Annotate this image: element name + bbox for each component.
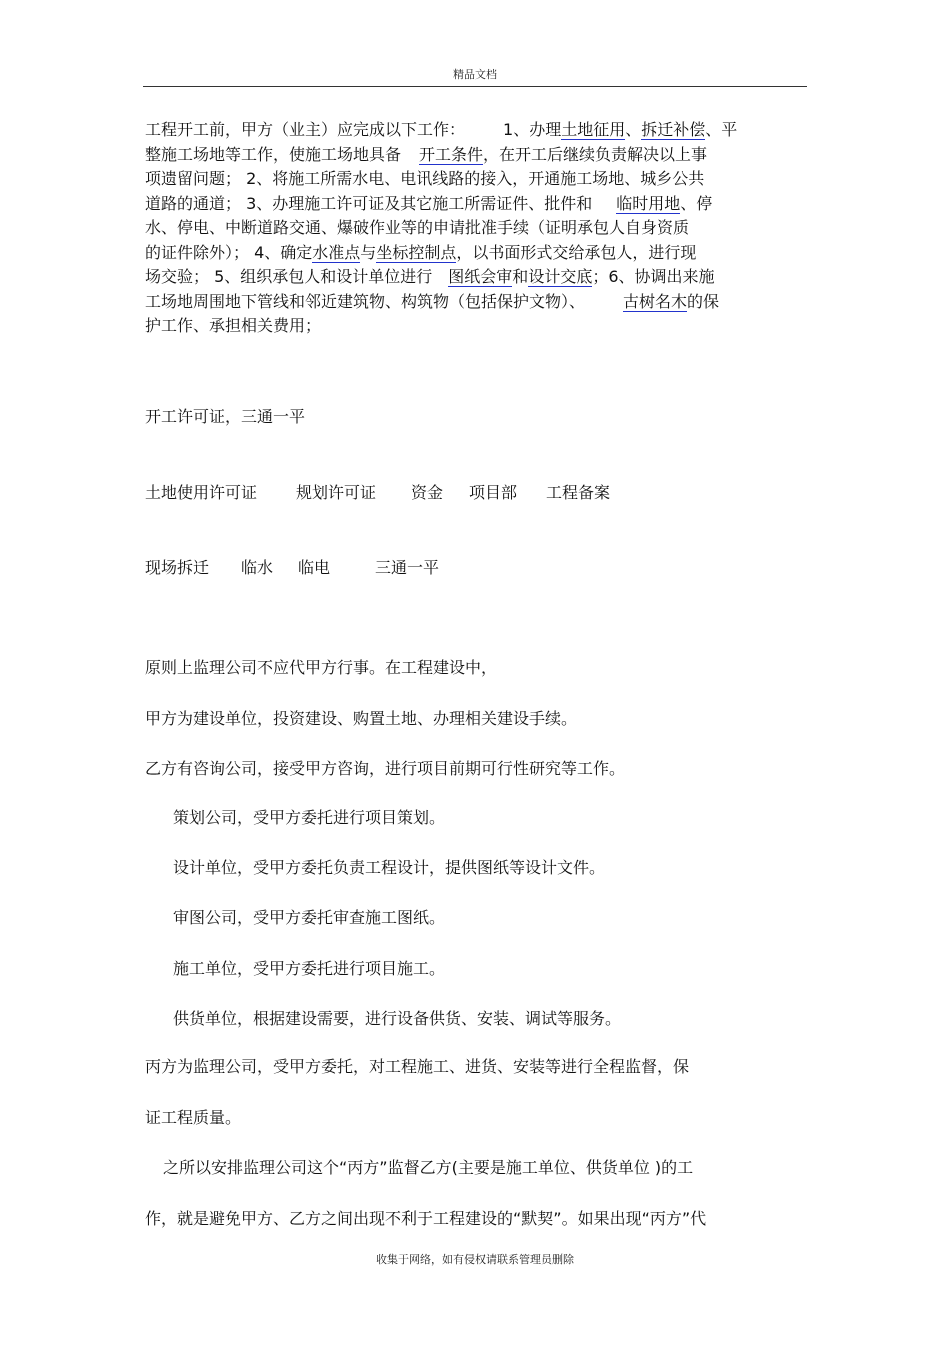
text-run: 工程开工前，甲方（业主）应完成以下工作： [145,120,466,139]
page-footer: 收集于网络，如有侵权请联系管理员删除 [376,1253,574,1266]
text-run: 和 [512,267,529,286]
text-run: 道路的通道； 3、办理施工许可证及其它施工所需证件、批件和 [145,193,593,213]
body-line: 甲方为建设单位，投资建设、购置土地、办理相关建设手续。 [145,709,578,728]
body-line: 供货单位，根据建设需要，进行设备供货、安装、调试等服务。 [173,1009,622,1028]
permit-item: 土地使用许可证 [145,483,258,502]
body-line: 乙方有咨询公司，接受甲方咨询，进行项目前期可行性研究等工作。 [145,759,626,778]
body-line: 设计单位，受甲方委托负责工程设计，提供图纸等设计文件。 [173,858,606,877]
site-prep-item: 现场拆迁 [145,558,210,577]
text-run: 、平 [705,120,738,139]
text-run: ，在开工后继续负责解决以上事 [483,144,708,164]
underlined-term: 坐标控制点 [376,242,457,262]
text-run: 的证件除外）； 4、确定 [145,242,313,262]
body-line: 丙方为监理公司，受甲方委托，对工程施工、进货、安装等进行全程监督，保 [145,1057,690,1076]
permit-item: 项目部 [469,483,518,502]
permit-item: 资金 [411,483,444,502]
text-run: 、 [625,120,642,139]
body-line: 之所以安排监理公司这个“丙方”监督乙方(主要是施工单位、供货单位 )的工 [163,1158,694,1177]
para-line [145,216,810,241]
underlined-term: 图纸会审 [448,267,513,286]
body-line: 审图公司，受甲方委托审查施工图纸。 [173,908,446,927]
permit-heading-line: 开工许可证，三通一平 [145,407,306,426]
body-line: 施工单位，受甲方委托进行项目施工。 [173,959,446,978]
text-run: 工场地周围地下管线和邻近建筑物、构筑物（包括保护文物）、 [145,291,586,311]
para-line [145,167,810,192]
underlined-term: 开工条件 [419,144,484,164]
para-line [145,192,810,217]
preconstruction-duties-paragraph [145,118,810,339]
text-run: ，以书面形式交给承包人，进行现 [456,242,697,262]
para-line [145,118,810,143]
underlined-term: 拆迁补偿 [641,120,706,139]
header-divider [143,86,807,87]
para-line [145,290,810,315]
para-line [145,265,810,290]
para-line [145,241,810,266]
body-line: 策划公司，受甲方委托进行项目策划。 [173,808,446,827]
body-line: 原则上监理公司不应代甲方行事。在工程建设中， [145,658,498,677]
body-line: 证工程质量。 [145,1108,242,1127]
underlined-term: 土地征用 [561,120,626,139]
underlined-term: 临时用地 [616,193,681,213]
underlined-term: 设计交底 [528,267,593,286]
underlined-term: 古树名木 [623,291,688,311]
text-run: ；6、协调出来施 [592,267,715,286]
permit-items-row [145,480,610,503]
text-run: 护工作、承担相关费用； [145,316,322,335]
para-line [145,314,810,339]
text-run: 1、办理 [503,120,562,139]
text-run: 的保 [687,291,720,311]
body-line: 作，就是避免甲方、乙方之间出现不利于工程建设的“默契”。如果出现“丙方”代 [145,1209,707,1228]
site-prep-item: 临电 [298,558,331,577]
text-run: 与 [360,242,377,262]
permit-item: 规划许可证 [296,483,377,502]
text-run: 、停 [680,193,713,213]
text-run: 整施工场地等工作，使施工场地具备 [145,144,402,164]
para-line [145,143,810,168]
site-prep-item: 三通一平 [375,558,440,577]
site-prep-item: 临水 [241,558,274,577]
underlined-term: 水准点 [312,242,361,262]
text-run: 场交验； 5、组织承包人和设计单位进行 [145,267,433,286]
page-header: 精品文档 [453,68,497,81]
site-prep-row [145,555,439,578]
permit-item: 工程备案 [546,483,611,502]
text-run: 项遗留问题； 2、将施工所需水电、电讯线路的接入，开通施工场地、城乡公共 [145,169,705,188]
text-run: 水、停电、中断道路交通、爆破作业等的申请批准手续（证明承包人自身资质 [145,218,690,237]
